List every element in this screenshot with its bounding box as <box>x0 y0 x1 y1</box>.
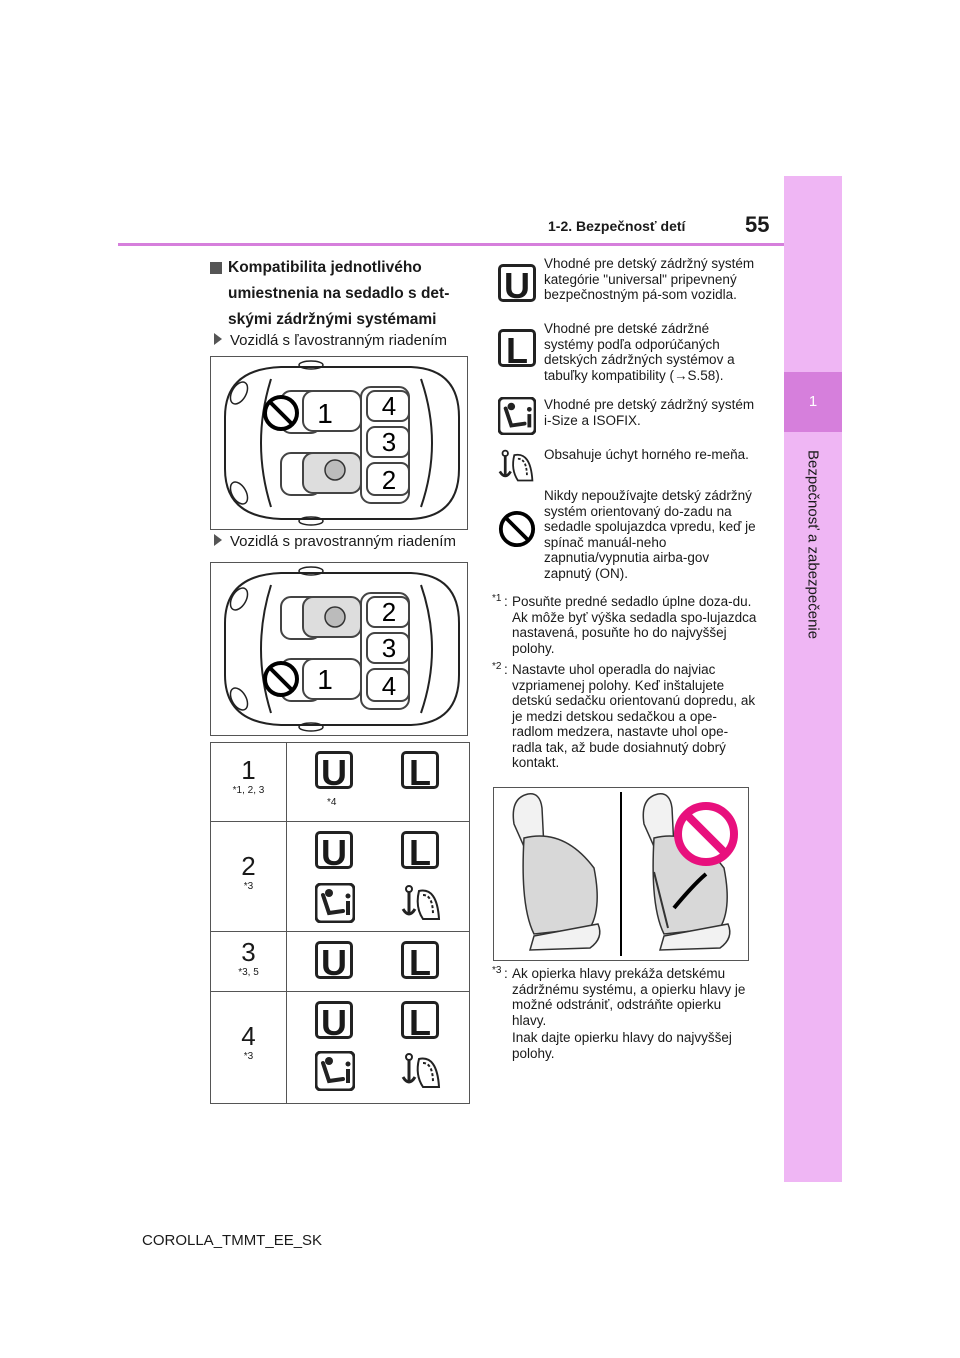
tether-icon <box>498 447 536 485</box>
chapter-title: Bezpečnosť a zabezpečenie <box>804 450 822 640</box>
universal-u-icon: U <box>315 941 353 979</box>
universal-u-icon: U <box>315 751 353 789</box>
specific-l-icon: L <box>498 329 536 367</box>
universal-u-icon: U <box>315 831 353 869</box>
square-bullet-icon <box>210 262 222 274</box>
subsection-lhd: Vozidlá s ľavostranným riadením <box>214 332 447 349</box>
table-row-1-label: 1 *1, 2, 3 <box>232 755 265 796</box>
prohibited-icon <box>678 806 734 862</box>
page-number: 55 <box>745 212 770 237</box>
universal-u-icon: U <box>498 264 536 302</box>
seat-1-label: 1 <box>317 664 333 695</box>
seat-1-label: 1 <box>317 398 333 429</box>
specific-l-icon: L <box>401 751 439 789</box>
table-row-2-label: 2 *3 <box>241 851 256 892</box>
chapter-side-strip <box>784 176 842 1182</box>
car-diagram-rhd <box>210 562 468 736</box>
triangle-bullet-icon <box>214 534 222 546</box>
chapter-number-tab: 1 <box>784 372 842 432</box>
tether-icon <box>401 883 443 923</box>
seat-4-label: 4 <box>381 671 397 701</box>
car-diagram-lhd <box>210 356 468 530</box>
tether-icon <box>401 1051 443 1091</box>
document-code-footer: COROLLA_TMMT_EE_SK <box>142 1232 323 1249</box>
table-row-4-label: 4 *3 <box>241 1021 256 1062</box>
seat-2-label: 2 <box>381 597 397 627</box>
section-heading: Kompatibilita jednotlivého umiestnenia na sedadlo s det-skými zádržnými systémami <box>210 255 465 333</box>
prohibited-icon <box>498 510 536 548</box>
specific-l-icon: L <box>401 941 439 979</box>
subsection-rhd: Vozidlá s pravostranným riadením <box>214 533 456 550</box>
triangle-bullet-icon <box>214 333 222 345</box>
prohibited-icon <box>265 663 297 695</box>
header-rule <box>118 243 784 246</box>
seat-3-label: 3 <box>381 633 397 663</box>
specific-l-icon: L <box>401 1001 439 1039</box>
table-row-3-label: 3 *3, 5 <box>238 937 259 978</box>
seat-3-label: 3 <box>381 427 397 457</box>
header-section-title: 1-2. Bezpečnosť detí <box>548 218 686 234</box>
seat-headrest-illustration <box>493 787 749 961</box>
i-size-icon <box>315 1051 355 1091</box>
seat-2-label: 2 <box>381 465 397 495</box>
universal-u-icon: U <box>315 1001 353 1039</box>
u-footnote: *4 <box>327 797 337 808</box>
compatibility-table <box>210 742 470 1104</box>
i-size-icon <box>315 883 355 923</box>
specific-l-icon: L <box>401 831 439 869</box>
i-size-icon <box>498 397 536 435</box>
prohibited-icon <box>265 397 297 429</box>
seat-4-label: 4 <box>381 391 397 421</box>
